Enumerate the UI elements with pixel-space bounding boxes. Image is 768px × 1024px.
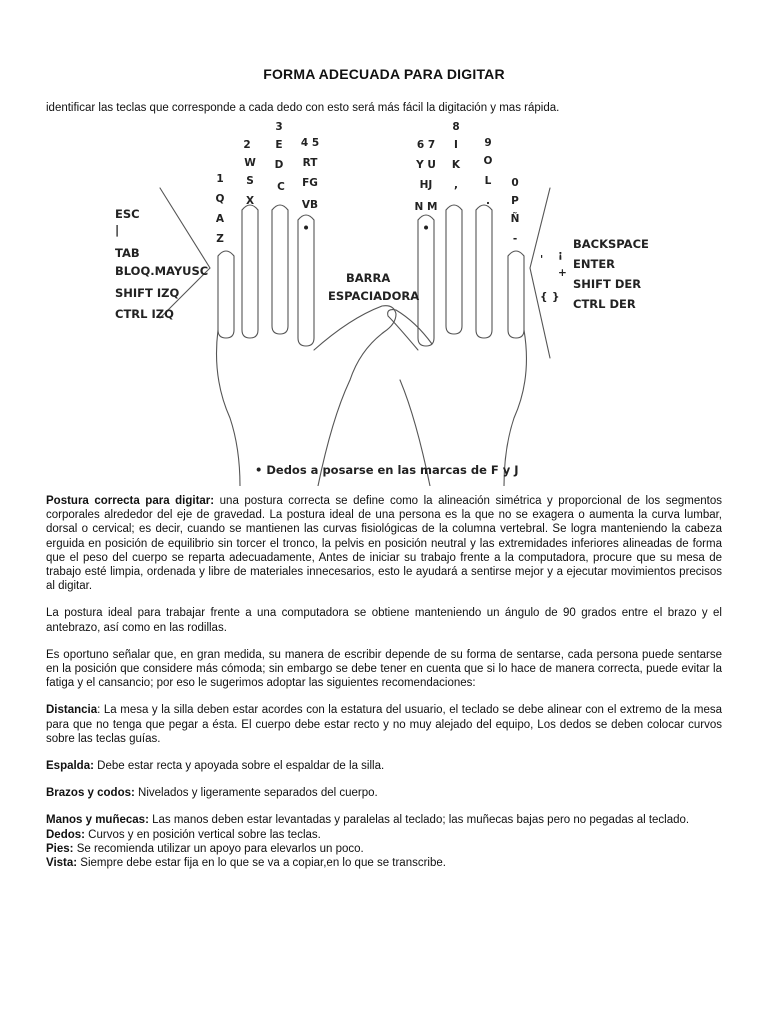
distancia-text: : La mesa y la silla deben estar acordes con la estatura del usuario, el teclado se debe alinear con el extremo de la mesa para que no tenga que pegar a ésta. El cuerpo debe estar recto y no muy alejado del equipo, Los dedos se deben colocar curvos sobre las teclas guías. — [46, 704, 722, 745]
col-r-ring-1: O — [483, 155, 493, 167]
col-r-ring-3: . — [486, 195, 490, 207]
dedos-text: Curvos y en posición vertical sobre las teclas. — [84, 828, 321, 841]
col-r-middle-2: K — [451, 159, 461, 171]
dedos-label: Dedos: — [46, 828, 85, 841]
right-key-ctrl: CTRL DER — [573, 297, 636, 311]
col-l-index-3: VB — [301, 199, 319, 211]
left-key-esc: ESC — [115, 207, 140, 221]
col-l-pinky-2: A — [215, 213, 225, 225]
home-dot-j: • — [422, 221, 430, 235]
intro-text: identificar las teclas que corresponde a cada dedo con esto será más fácil la digitación y mas rápida. — [46, 102, 560, 114]
diagram-footnote: • Dedos a posarse en las marcas de F y J — [255, 463, 519, 477]
space-label-1: BARRA — [346, 271, 391, 285]
left-key-tab: TAB — [115, 246, 140, 260]
left-pointer-upper — [160, 188, 210, 268]
col-r-ring-0: 9 — [484, 137, 492, 149]
col-r-pinky-1: P — [511, 195, 519, 207]
left-middle-outline — [272, 205, 288, 334]
col-l-middle-1: E — [275, 139, 283, 151]
vista-text: Siempre debe estar fija en lo que se va a copiar,en lo que se transcribe. — [77, 857, 446, 870]
col-r-middle-1: I — [454, 139, 458, 151]
col-l-index-1: RT — [302, 157, 318, 169]
finger-columns — [216, 121, 520, 245]
col-l-ring-3: X — [245, 195, 255, 207]
pies-label: Pies: — [46, 842, 74, 855]
left-key-pipe: | — [115, 223, 120, 237]
body-text — [46, 494, 722, 870]
postura-text: una postura correcta se define como la alineación simétrica y proporcional de los segmentos corporales alrededor del eje de gravedad. La postura ideal de una persona es la que no se exagera o aumenta la curva lumbar, dorsal o cervical; es decir, cuando se mantienen las curvas fisiológicas de la columna vertebral. Se logra manteniendo la cabeza erguida en posición de equilibrio sin torcer el tronco, la pelvis en posición neutral y las extremidades inferiores alineadas de forma que el peso del cuerpo se reparta adecuadamente, Antes de iniciar su trabajo frente a la computadora, procure que su mesa de trabajo esté limpia, ordenada y libre de materiales innecesarios, esto le ayudará a sentirse mejor y a ejecutar movimientos precisos al digitar. — [46, 495, 722, 593]
left-palm-outline — [217, 330, 241, 486]
col-r-middle-3: , — [454, 179, 458, 191]
left-key-ctrl: CTRL IZQ — [115, 307, 174, 321]
paragraph-pies — [46, 842, 722, 856]
col-r-index-0: 6 7 — [416, 139, 436, 151]
home-dot-f: • — [302, 221, 310, 235]
col-r-pinky-0: 0 — [511, 177, 519, 189]
right-key-backspace: BACKSPACE — [573, 237, 649, 251]
pies-text: Se recomienda utilizar un apoyo para elevarlos un poco. — [73, 842, 364, 855]
paragraph-manos — [46, 813, 722, 827]
col-r-index-2: HJ — [419, 179, 433, 191]
right-pinky-outline — [508, 251, 524, 338]
key-labels — [115, 207, 649, 321]
right-pointer-lower — [530, 268, 550, 358]
hands-illustration — [100, 118, 680, 486]
col-l-ring-0: 2 — [243, 139, 251, 151]
paragraph-postura — [46, 494, 722, 593]
col-l-pinky-0: 1 — [216, 173, 224, 185]
col-l-index-0: 4 5 — [300, 137, 320, 149]
home-row-marks — [302, 221, 429, 235]
right-symbol-2: ¡ — [558, 249, 563, 261]
right-ring-outline — [476, 205, 492, 338]
right-symbol-1: ' — [540, 254, 544, 266]
left-thumb-outline — [314, 306, 396, 380]
left-key-bloq: BLOQ.MAYUSC — [115, 264, 209, 278]
paragraph-brazos — [46, 786, 722, 800]
brazos-text: Nivelados y ligeramente separados del cuerpo. — [134, 787, 378, 800]
manos-label: Manos y muñecas: — [46, 814, 149, 827]
paragraph-ideal: La postura ideal para trabajar frente a una computadora se obtiene manteniendo un ángulo de 90 grados entre el brazo y el antebrazo, así como en las rodillas. — [46, 607, 722, 634]
col-l-ring-1: W — [244, 157, 256, 169]
right-symbol-4: { — [540, 291, 548, 303]
hands-keyboard-diagram — [100, 118, 680, 486]
space-label-2: ESPACIADORA — [328, 289, 420, 303]
col-r-pinky-2: Ñ — [510, 213, 520, 225]
left-ring-outline — [242, 205, 258, 338]
col-l-middle-2: D — [274, 159, 284, 171]
col-r-pinky-3: - — [512, 233, 518, 245]
col-l-pinky-1: Q — [215, 193, 225, 205]
right-middle-outline — [446, 205, 462, 334]
right-key-enter: ENTER — [573, 257, 616, 271]
col-r-ring-2: L — [484, 175, 492, 187]
col-l-middle-3: C — [277, 181, 285, 193]
right-symbol-3: + — [558, 267, 567, 279]
col-r-middle-0: 8 — [452, 121, 460, 133]
paragraph-oportuno: Es oportuno señalar que, en gran medida, su manera de escribir depende de su forma de sentarse, cada persona puede sentarse en la posición que considere más cómoda; sin embargo se debe tener en cuenta que si lo hace de manera correcta, puede evitar la fatiga y el cansancio; por eso le sugerimos adoptar las siguientes recomendaciones: — [46, 648, 722, 690]
left-key-shift: SHIFT IZQ — [115, 286, 180, 300]
col-l-ring-2: S — [246, 175, 254, 187]
right-thumb-outline — [388, 310, 432, 350]
col-r-index-1: Y U — [416, 159, 436, 171]
page-title: FORMA ADECUADA PARA DIGITAR — [263, 66, 505, 82]
manos-text: Las manos deben estar levantadas y paralelas al teclado; las muñecas bajas pero no pegadas al teclado. — [148, 814, 690, 827]
col-r-index-3: N M — [414, 201, 438, 213]
left-pinky-outline — [218, 251, 234, 338]
distancia-label: Distancia — [46, 704, 98, 717]
brazos-label: Brazos y codos: — [46, 787, 135, 800]
espalda-text: Debe estar recta y apoyada sobre el espaldar de la silla. — [93, 760, 385, 773]
espalda-label: Espalda: — [46, 760, 94, 773]
paragraph-vista — [46, 856, 722, 870]
col-l-middle-0: 3 — [275, 121, 283, 133]
paragraph-dedos — [46, 828, 722, 842]
vista-label: Vista: — [46, 857, 78, 870]
col-l-index-2: FG — [302, 177, 318, 189]
col-l-pinky-3: Z — [216, 233, 224, 245]
right-symbol-5: } — [552, 291, 560, 303]
right-key-shift: SHIFT DER — [573, 277, 642, 291]
paragraph-distancia — [46, 703, 722, 746]
paragraph-espalda — [46, 759, 722, 773]
postura-label: Postura correcta para digitar: — [46, 495, 215, 507]
